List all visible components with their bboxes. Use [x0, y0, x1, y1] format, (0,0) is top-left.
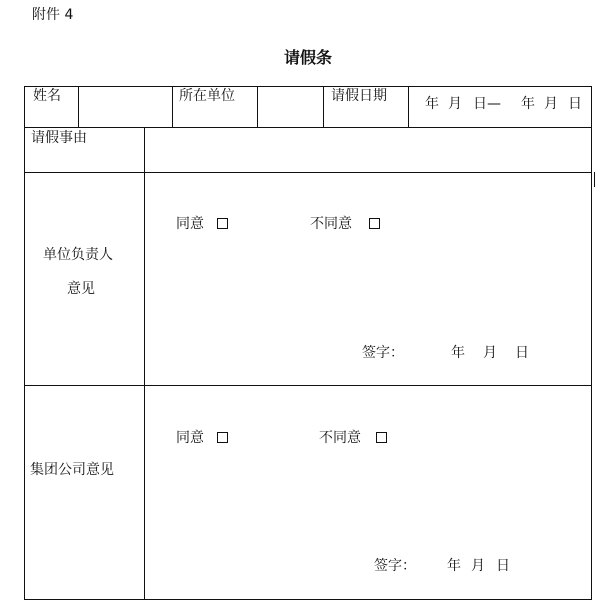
date-range-year-start: 年 [425, 96, 439, 112]
date-range-day-end: 日 [568, 96, 582, 112]
group-agree-checkbox[interactable] [217, 432, 228, 443]
name-label: 姓名 [33, 88, 61, 104]
unit-head-label-line1: 单位负责人 [43, 247, 113, 263]
group-disagree-checkbox[interactable] [376, 432, 387, 443]
unit-head-disagree-checkbox[interactable] [369, 218, 380, 229]
date-range-month-end: 月 [544, 96, 558, 112]
unit-label: 所在单位 [179, 88, 235, 104]
group-agree-label: 同意 [176, 430, 204, 446]
unit-head-day-label: 日 [515, 345, 529, 361]
group-signature-label: 签字： [374, 558, 416, 574]
unit-head-agree-label: 同意 [176, 216, 204, 232]
date-range-month-start: 月 [448, 96, 462, 112]
group-year-label: 年 [447, 558, 461, 574]
group-day-label: 日 [496, 558, 510, 574]
unit-head-disagree-label: 不同意 [310, 216, 352, 232]
reason-label: 请假事由 [31, 130, 87, 146]
unit-head-agree-checkbox[interactable] [217, 218, 228, 229]
unit-head-label-line2: 意见 [67, 281, 95, 297]
form-title: 请假条 [284, 48, 333, 67]
unit-head-year-label: 年 [451, 345, 465, 361]
unit-head-signature-label: 签字： [362, 345, 404, 361]
group-month-label: 月 [471, 558, 485, 574]
unit-head-month-label: 月 [483, 345, 497, 361]
date-range-day-dash: 日— [473, 96, 501, 112]
attachment-label: 附件 4 [32, 7, 74, 23]
group-disagree-label: 不同意 [319, 430, 361, 446]
group-opinion-label: 集团公司意见 [30, 462, 114, 478]
leave-date-label: 请假日期 [331, 88, 387, 104]
date-range-year-end: 年 [521, 96, 535, 112]
